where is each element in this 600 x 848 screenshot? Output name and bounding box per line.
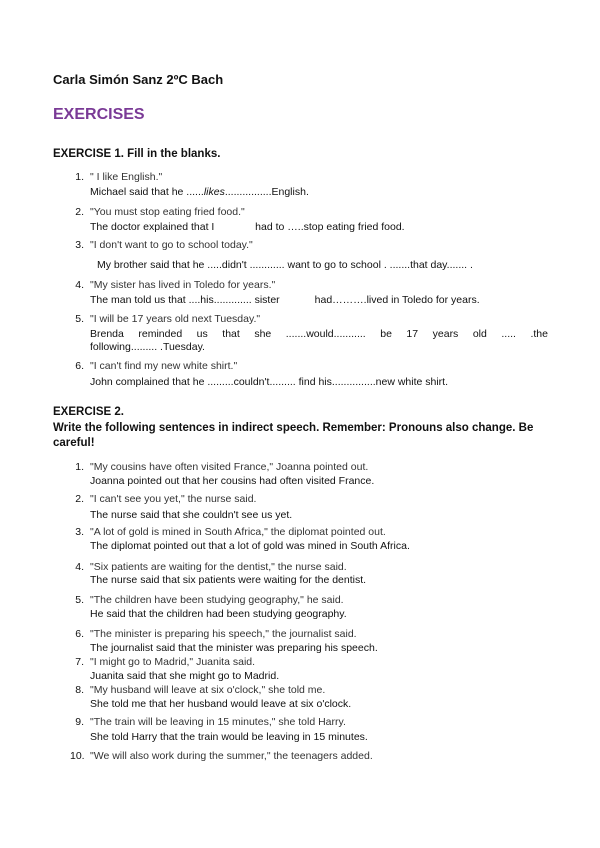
item-quote: "You must stop eating fried food." — [90, 206, 245, 218]
item-quote: "I will be 17 years old next Tuesday." — [90, 313, 261, 325]
item-number: 7. — [75, 656, 84, 668]
item-quote: "My sister has lived in Toledo for years." — [90, 279, 276, 291]
item-answer — [90, 185, 309, 200]
answer-italic: likes — [203, 186, 225, 198]
item-number: 9. — [75, 716, 84, 728]
item-number: 4. — [75, 279, 84, 291]
exercise2-title: EXERCISE 2. — [53, 406, 124, 418]
item-number: 3. — [75, 239, 84, 251]
item-quote: "I can't see you yet," the nurse said. — [90, 493, 257, 505]
item-quote: "My husband will leave at six o'clock," she told me. — [90, 684, 326, 696]
item-answer: The nurse said that six patients were waiting for the dentist. — [90, 574, 367, 586]
item-number: 10. — [70, 750, 85, 762]
item-answer: The journalist said that the minister was preparing his speech. — [90, 642, 378, 654]
item-number: 5. — [75, 594, 84, 606]
item-quote: "The train will be leaving in 15 minutes," she told Harry. — [90, 716, 346, 728]
answer-text: Michael said that he ...... — [90, 186, 204, 198]
item-quote: "I don't want to go to school today." — [90, 239, 253, 251]
item-number: 2. — [75, 206, 84, 218]
item-quote: "I might go to Madrid," Juanita said. — [90, 656, 256, 668]
item-quote: "A lot of gold is mined in South Africa," the diplomat pointed out. — [90, 526, 386, 538]
item-answer-line1: Brenda reminded us that she .......would........... be 17 years old ..... .the — [90, 328, 548, 340]
item-number: 6. — [75, 628, 84, 640]
item-quote: "Six patients are waiting for the dentist," the nurse said. — [90, 561, 347, 573]
item-answer: Juanita said that she might go to Madrid. — [90, 670, 280, 682]
author-line: Carla Simón Sanz 2ºC Bach — [53, 72, 224, 87]
item-answer: John complained that he .........couldn't......... find his...............new white shirt. — [90, 376, 449, 388]
item-answer: The doctor explained that I had to …..stop eating fried food. — [90, 221, 405, 233]
answer-text: ................English. — [224, 186, 309, 198]
item-answer-line2: following......... .Tuesday. — [90, 341, 205, 353]
item-answer: Joanna pointed out that her cousins had often visited France. — [90, 475, 375, 487]
item-number: 4. — [75, 561, 84, 573]
exercise1-title: EXERCISE 1. Fill in the blanks. — [53, 148, 221, 160]
item-answer: The nurse said that she couldn't see us yet. — [90, 509, 293, 521]
exercise2-instruction: Write the following sentences in indirect speech. Remember: Pronouns also change. Be careful! — [53, 422, 534, 449]
item-answer: He said that the children had been studying geography. — [90, 608, 347, 620]
item-number: 1. — [75, 461, 84, 473]
item-quote: "We will also work during the summer," the teenagers added. — [90, 750, 373, 762]
item-number: 8. — [75, 684, 84, 696]
item-quote: "The children have been studying geography," he said. — [90, 594, 344, 606]
item-answer: My brother said that he .....didn't ............ want to go to school . .......that day....... . — [97, 259, 473, 271]
item-answer: She told Harry that the train would be leaving in 15 minutes. — [90, 731, 368, 743]
item-number: 1. — [75, 171, 84, 183]
item-answer: She told me that her husband would leave at six o'clock. — [90, 698, 352, 710]
item-quote: "The minister is preparing his speech," the journalist said. — [90, 628, 357, 640]
item-number: 6. — [75, 360, 84, 372]
item-number: 2. — [75, 493, 84, 505]
item-answer: The man told us that ....his............. sister had……….lived in Toledo for years. — [90, 294, 480, 306]
item-quote: " I like English." — [90, 171, 163, 183]
item-number: 5. — [75, 313, 84, 325]
page-title: EXERCISES — [53, 106, 145, 123]
item-quote: "My cousins have often visited France," Joanna pointed out. — [90, 461, 369, 473]
item-quote: "I can't find my new white shirt." — [90, 360, 238, 372]
item-number: 3. — [75, 526, 84, 538]
item-answer: The diplomat pointed out that a lot of gold was mined in South Africa. — [90, 540, 410, 552]
